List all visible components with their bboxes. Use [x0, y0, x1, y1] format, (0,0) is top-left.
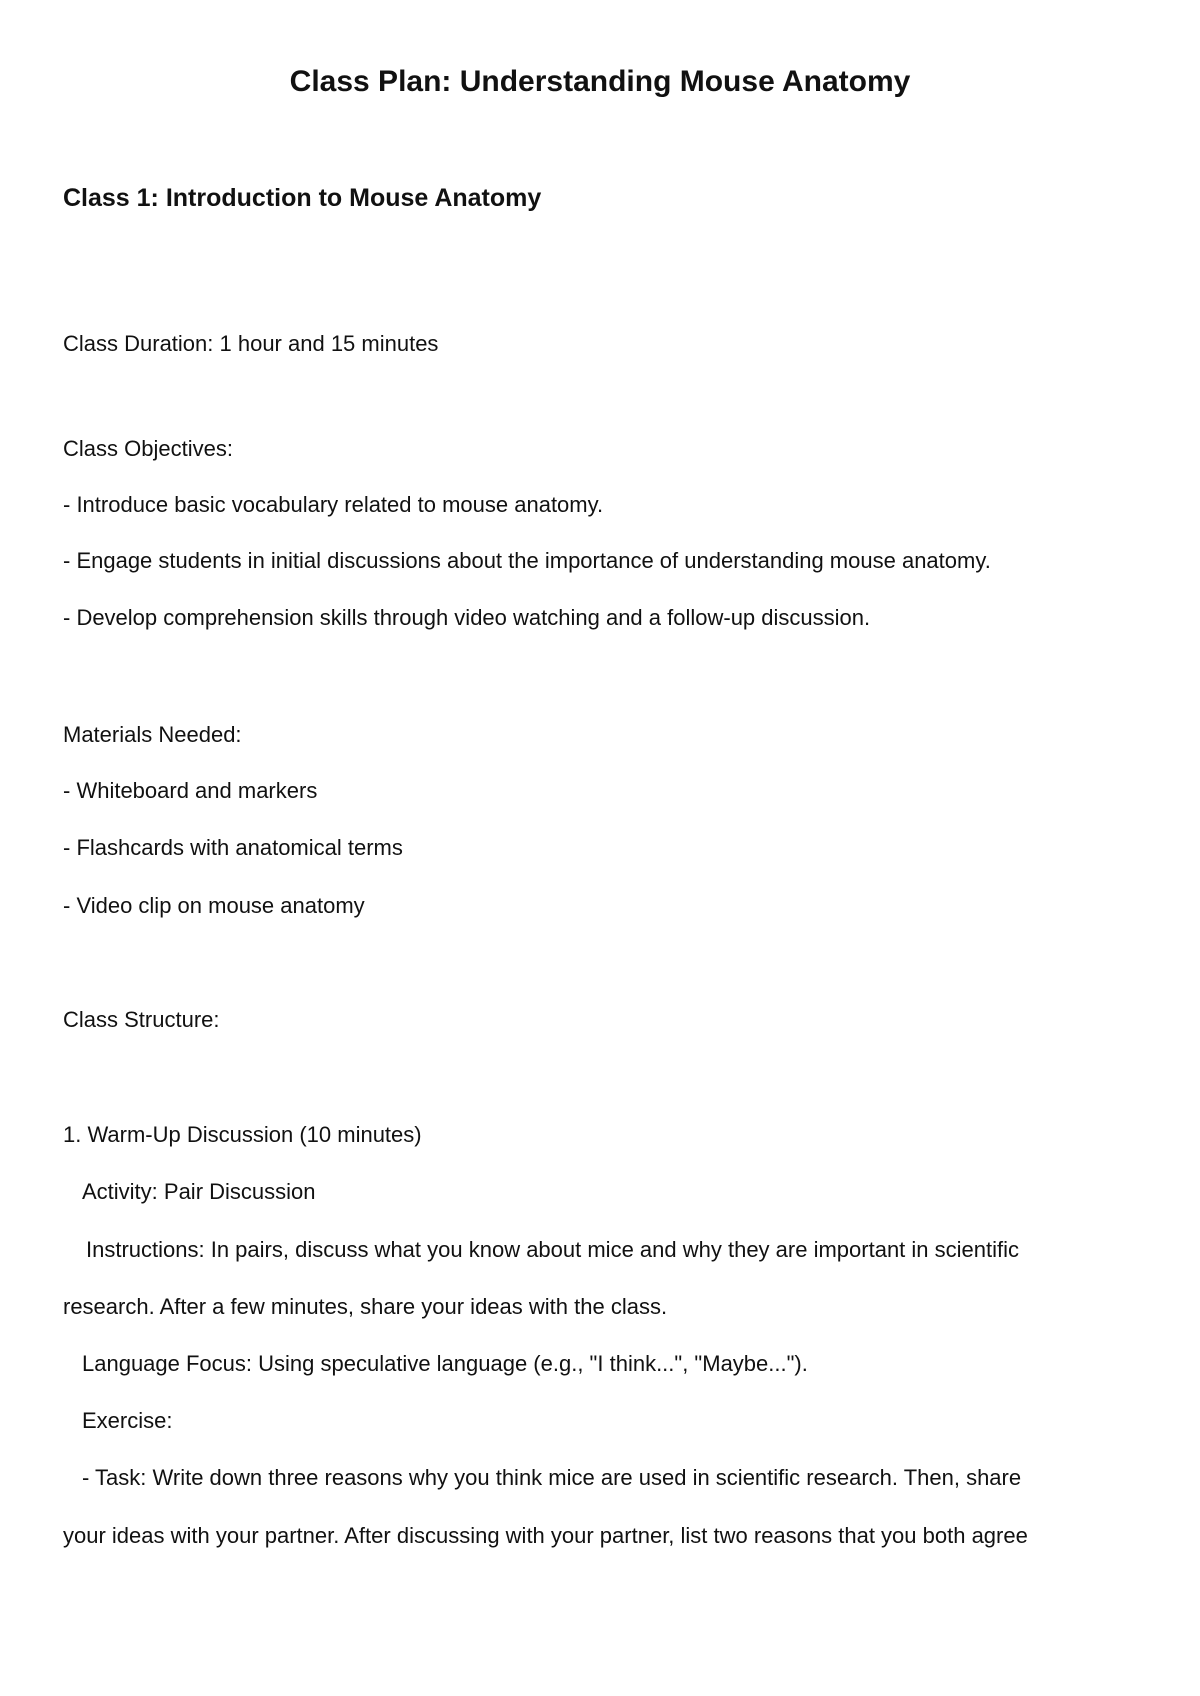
structure-label: Class Structure:: [63, 1007, 220, 1032]
step-exercise-label: Exercise:: [82, 1408, 173, 1433]
material-item: - Whiteboard and markers: [63, 778, 318, 803]
step-task: - Task: Write down three reasons why you think mice are used in scientific research. Then, share: [82, 1465, 1022, 1490]
class-heading: Class 1: Introduction to Mouse Anatomy: [63, 184, 542, 212]
material-item: - Video clip on mouse anatomy: [63, 893, 365, 918]
step-task-continued: your ideas with your partner. After discussing with your partner, list two reasons that you both agree: [63, 1523, 1028, 1548]
step-instructions: Instructions: In pairs, discuss what you know about mice and why they are important in scientific: [86, 1237, 1019, 1262]
document-title: Class Plan: Understanding Mouse Anatomy: [289, 65, 911, 98]
step-activity: Activity: Pair Discussion: [82, 1179, 316, 1204]
step-language-focus: Language Focus: Using speculative language (e.g., "I think...", "Maybe...").: [82, 1351, 808, 1376]
materials-label: Materials Needed:: [63, 722, 242, 747]
objective-item: - Introduce basic vocabulary related to mouse anatomy.: [63, 492, 604, 517]
objective-item: - Engage students in initial discussions about the importance of understanding mouse anatomy.: [63, 548, 991, 573]
material-item: - Flashcards with anatomical terms: [63, 835, 403, 860]
objectives-label: Class Objectives:: [63, 436, 233, 461]
objective-item: - Develop comprehension skills through video watching and a follow-up discussion.: [63, 605, 871, 630]
step-instructions-continued: research. After a few minutes, share your ideas with the class.: [63, 1294, 668, 1319]
class-duration: Class Duration: 1 hour and 15 minutes: [63, 331, 439, 356]
step-title: 1. Warm-Up Discussion (10 minutes): [63, 1122, 422, 1147]
